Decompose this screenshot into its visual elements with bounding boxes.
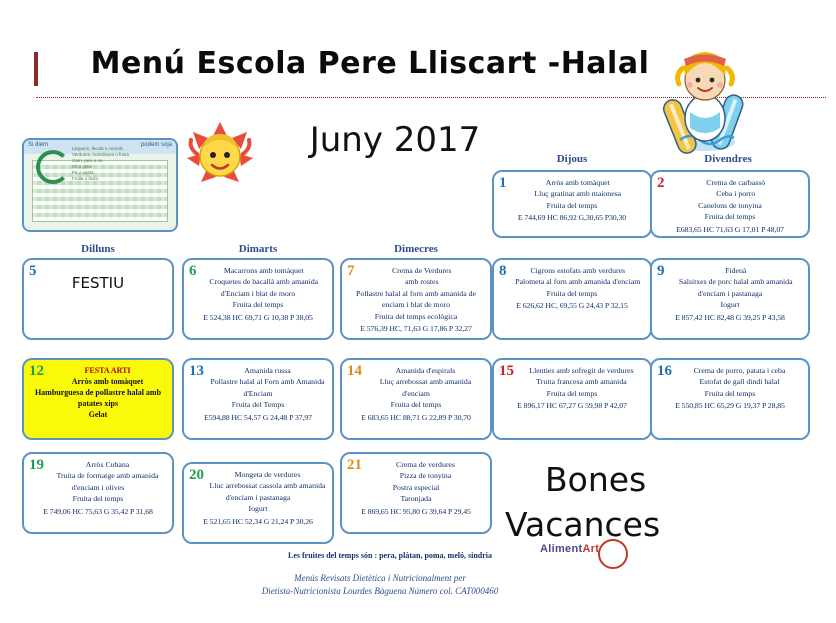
- nutrition-card-topbar-left: Si diem: [28, 142, 49, 148]
- day-number: 2: [657, 175, 665, 191]
- day-festiu-label: FESTIU: [71, 274, 125, 292]
- menu-line: Fruita del temps: [704, 388, 756, 398]
- menu-line: Macarrons amb tomàquet: [223, 266, 304, 275]
- day-nutrition-values: E 626,62 HC, 69,55 G 24,43 P 32,15: [516, 301, 628, 311]
- day-number: 21: [347, 457, 362, 473]
- day-cell-15[interactable]: [492, 358, 652, 440]
- day-menu: [347, 264, 485, 334]
- nutrition-card-topbar-right: podem soja: [140, 142, 172, 148]
- menu-line: Croquetes de bacallà amb amanida d'Enciam i blat de moro: [209, 277, 319, 298]
- menu-line: Crema de porro, patata i ceba: [693, 366, 786, 375]
- weekday-header-divendres: Divendres: [704, 153, 752, 165]
- menu-line: Pollastre halal al Forn amb Amanida d'Enciam: [210, 377, 325, 398]
- nutrition-card-line: Pa o pasta: [72, 170, 94, 175]
- day-number: 7: [347, 263, 355, 279]
- menu-line: Fruita del Temps: [231, 400, 285, 410]
- day-nutrition-values: E594,88 HC 54,57 G 24,48 P 37,97: [204, 412, 312, 422]
- day-cell-13[interactable]: [182, 358, 334, 440]
- weekday-header-dimecres: Dimecres: [394, 243, 438, 255]
- day-cell-19[interactable]: [22, 452, 174, 534]
- alimentart-logo-text-main: Aliment: [540, 543, 583, 555]
- nutrition-card-line: Carn, peix o ou: [72, 158, 103, 163]
- menu-line: Llenties amb sofregit de verdures: [529, 366, 634, 375]
- menu-line: Taronjada: [400, 494, 432, 504]
- menu-line: Palometa al forn amb amanida d'enciam: [515, 277, 641, 287]
- surfer-girl-illustration: [650, 22, 760, 167]
- day-menu: [29, 458, 167, 517]
- menu-line: Arròs amb tomàquet: [71, 377, 144, 386]
- day-nutrition-values: E 896,17 HC 67,27 G 59,98 P 42,07: [517, 401, 627, 411]
- day-number: 14: [347, 363, 362, 379]
- menu-line: Ceba i porro: [716, 189, 756, 199]
- day-cell-5[interactable]: [22, 258, 174, 340]
- weekday-header-dimarts: Dimarts: [238, 243, 278, 255]
- day-nutrition-values: E 521,65 HC 52,34 G 21,24 P 30,26: [203, 516, 313, 526]
- nutrition-card-logo-icon: [36, 150, 70, 184]
- day-nutrition-values: E 749,06 HC 75,63 G 35,42 P 31,68: [43, 506, 153, 516]
- day-number: 16: [657, 363, 672, 379]
- weekday-header-dijous: Dijous: [556, 153, 588, 165]
- menu-line: Postra especial: [392, 482, 440, 492]
- menu-line: Fruita del temps ecològica: [374, 311, 458, 321]
- nutrition-info-card: [22, 138, 178, 232]
- day-number: 15: [499, 363, 514, 379]
- menu-line: Truita de formatge amb amanida d'enciam i olives: [56, 471, 159, 492]
- day-nutrition-values: E 576,39 HC, 71,63 G 17,86 P 32,27: [360, 324, 472, 334]
- sun-mascot-illustration: [185, 120, 255, 190]
- day-cell-12[interactable]: [22, 358, 174, 440]
- day-cell-20[interactable]: [182, 462, 334, 544]
- page-subtitle: Juny 2017: [309, 120, 481, 160]
- day-menu: [499, 264, 645, 312]
- day-menu: [657, 364, 803, 412]
- nutrition-card-line: Fruita o làctic: [72, 176, 99, 181]
- nutrition-card-line: Llegums, fècula o cereals: [72, 146, 124, 151]
- alimentart-logo: [540, 535, 632, 569]
- menu-line: Crema de carbassó: [706, 178, 766, 187]
- day-menu: [189, 264, 327, 323]
- menu-line: Canelons de tonyina: [698, 200, 762, 210]
- menu-line: Fruita del temps: [390, 400, 442, 410]
- day-cell-16[interactable]: [650, 358, 810, 440]
- day-cell-7[interactable]: [340, 258, 492, 340]
- title-accent-bar: [34, 52, 38, 86]
- day-number: 19: [29, 457, 44, 473]
- day-number: 20: [189, 467, 204, 483]
- day-cell-9[interactable]: [650, 258, 810, 340]
- menu-line: Crema de Verdures: [391, 266, 452, 275]
- day-number: 13: [189, 363, 204, 379]
- day-number: 9: [657, 263, 665, 279]
- menu-line: Iogurt: [720, 300, 740, 310]
- menu-line: amb rostes: [404, 277, 439, 287]
- page-title: Menú Escola Pere Lliscart -Halal: [90, 46, 650, 81]
- menu-line: Lluc arrebossat cassola amb amanida d'enciam i pastanaga: [209, 481, 326, 502]
- menu-line: Cigrons estofats amb verdures: [530, 266, 626, 275]
- menu-line: Gelat: [88, 410, 108, 419]
- menu-line: Estofat de gall dindi halal: [699, 377, 780, 387]
- day-nutrition-values: E 683,65 HC 88,71 G 22,89 P 30,70: [361, 412, 471, 422]
- day-menu: [189, 364, 327, 423]
- day-nutrition-values: E 550,85 HC 65,29 G 19,37 P 28,85: [675, 401, 785, 411]
- day-nutrition-values: E 744,69 HC 86,92 G,30,65 P30,30: [517, 213, 627, 223]
- menu-line: Fideuà: [725, 266, 747, 275]
- day-menu: [657, 264, 803, 323]
- alimentart-logo-text: [540, 543, 599, 555]
- day-number: 8: [499, 263, 507, 279]
- dietitian-credit-line2: Dietista-Nutricionista Lourdes Bàguena Número col. CAT000460: [261, 586, 499, 596]
- nutrition-card-lines: [72, 146, 172, 182]
- alimentart-logo-text-accent: Art: [582, 543, 600, 555]
- alimentart-logo-ring-icon: [598, 539, 628, 569]
- menu-line: Truita francesa amb amanida: [536, 377, 627, 387]
- day-number: 1: [499, 175, 507, 191]
- day-cell-14[interactable]: [340, 358, 492, 440]
- day-cell-8[interactable]: [492, 258, 652, 340]
- day-number: 12: [29, 363, 44, 379]
- menu-line: Lluç arrebossat amb amanida d'enciam: [379, 377, 472, 398]
- day-cell-21[interactable]: [340, 452, 492, 534]
- nutrition-card-line: Verdures, hortalisses o fruita: [72, 152, 130, 157]
- day-number: 6: [189, 263, 197, 279]
- day-menu: [499, 176, 645, 224]
- nutrition-card-line: Oli o greix: [72, 164, 93, 169]
- day-menu: [499, 364, 645, 412]
- menu-line: Crema de verdures: [396, 460, 455, 469]
- day-menu: [657, 176, 803, 235]
- day-cell-2[interactable]: [650, 170, 810, 238]
- menu-line: Pizza de tonyina: [399, 471, 452, 481]
- vacation-greeting-line2: Vacances: [505, 505, 661, 544]
- day-menu: [189, 468, 327, 527]
- day-nutrition-values: E683,65 HC 71,63 G 17,01 P 48,07: [676, 224, 784, 234]
- menu-line: Fruita del temps: [546, 200, 598, 210]
- menu-line: Hamburguesa de pollastre halal amb patates xips: [34, 388, 162, 408]
- day-cell-1[interactable]: [492, 170, 652, 238]
- menu-line: Arròs amb tomàquet: [545, 178, 610, 187]
- menu-line: Lluç gratinat amb maionesa: [534, 189, 622, 199]
- day-nutrition-values: E 857,42 HC 82,48 G 39,25 P 43,58: [675, 312, 785, 322]
- day-nutrition-values: E 524,38 HC 69,71 G 10,38 P 38,05: [203, 312, 313, 322]
- day-menu: [347, 364, 485, 423]
- day-menu: [29, 364, 167, 420]
- dietitian-credit-line1: Menús Revisats Dietètica i Nutricionalment per: [294, 573, 466, 583]
- vacation-greeting-line1: Bones: [545, 460, 647, 499]
- festa-label: FESTA ARTI: [84, 366, 131, 375]
- menu-line: Fruita del temps: [546, 388, 598, 398]
- menu-line: Iogurt: [248, 504, 268, 514]
- day-menu: [347, 458, 485, 517]
- menu-line: Arròs Cubana: [85, 460, 130, 469]
- dietitian-credit: [140, 572, 620, 598]
- menu-line: Fruita del temps: [704, 212, 756, 222]
- menu-line: Salsitxes de porc halal amb amanida d'enciam i pastanaga: [678, 277, 793, 298]
- menu-line: Fruita del temps: [232, 300, 284, 310]
- menu-line: Amanida d'espirals: [395, 366, 456, 375]
- menu-line: Mongeta de verdures: [234, 470, 301, 479]
- menu-line: Amanida russa: [244, 366, 291, 375]
- day-nutrition-values: E 869,65 HC 95,80 G 39,64 P 29,45: [361, 506, 471, 516]
- day-number: 5: [29, 263, 37, 279]
- weekday-header-dilluns: Dilluns: [81, 243, 115, 255]
- menu-line: Fruita del temps: [546, 288, 598, 298]
- menu-line: Pollastre halal al forn amb amanida de enciam i blat de moro: [356, 288, 476, 310]
- seasonal-fruits-note: Les fruites del temps són : pera, plàtan, poma, meló, sindria: [288, 551, 492, 560]
- day-cell-6[interactable]: [182, 258, 334, 340]
- menu-line: Fruita del temps: [72, 494, 124, 504]
